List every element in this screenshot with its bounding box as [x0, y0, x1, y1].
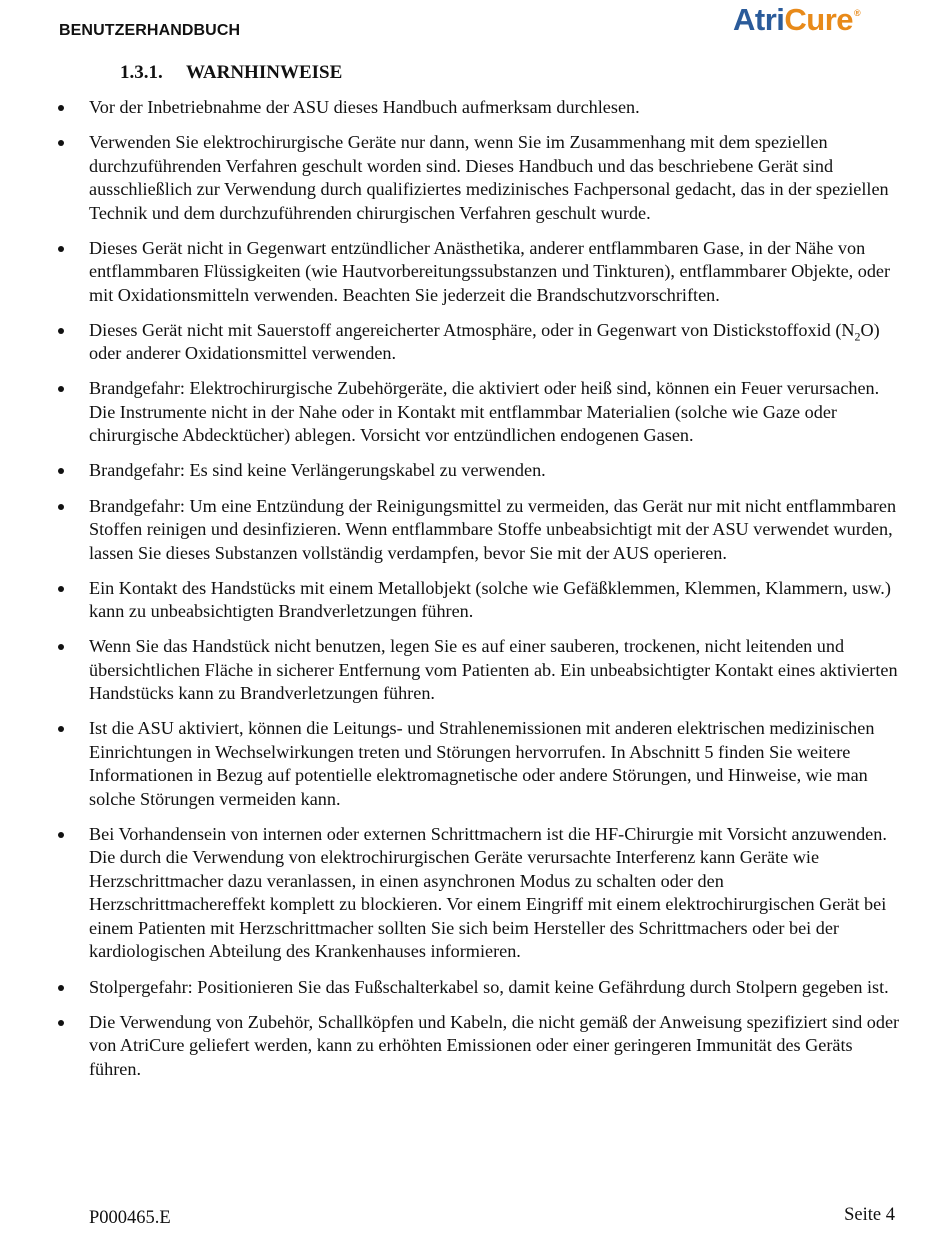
bullet-icon [58, 468, 64, 474]
document-id: P000465.E [89, 1208, 171, 1228]
warning-item [0, 96, 950, 120]
warning-text: Ist die ASU aktiviert, können die Leitungs- und Strahlenemissionen mit anderen elektrischen medizinischen Einrichtungen in Wechselwirkungen treten und Störungen hervorrufen. In Abschnitt 5 finden Sie weitere Informationen in Bezug auf potentielle elektromagnetische oder andere Störungen, und Hinweise, wie man solche Störungen vermeiden kann. [89, 718, 875, 809]
warning-text: Die Verwendung von Zubehör, Schallköpfen und Kabeln, die nicht gemäß der Anweisung spezifiziert sind oder von AtriCure geliefert werden, kann zu erhöhten Emissionen oder einer geringeren Immunität des Geräts führen. [89, 1011, 900, 1079]
document-header-label: BENUTZERHANDBUCH [59, 22, 241, 39]
warning-item [0, 717, 950, 811]
bullet-icon [58, 1020, 64, 1026]
warning-item [0, 377, 950, 448]
warning-text: Ein Kontakt des Handstücks mit einem Metallobjekt (solche wie Gefäßklemmen, Klemmen, Klammern, usw.) kann zu unbeabsichtigten Brandverletzungen führen. [89, 577, 891, 622]
atricure-logo [733, 2, 860, 42]
warning-item [0, 976, 950, 1000]
warning-item [0, 237, 950, 308]
bullet-icon [58, 140, 64, 146]
bullet-icon [58, 504, 64, 510]
warning-text: Wenn Sie das Handstück nicht benutzen, legen Sie es auf einer sauberen, trockenen, nicht leitenden und übersichtlichen Fläche in sicherer Entfernung vom Patienten ab. Ein unbeabsichtigter Kontakt eines aktivierten Handstücks kann zu Brandverletzungen führen. [89, 636, 898, 704]
section-title: WARNHINWEISE [186, 62, 343, 83]
warning-text-part: Dieses Gerät nicht mit Sauerstoff angereicherter Atmosphäre, oder in Gegenwart von Distickstoffoxid (N [89, 319, 855, 340]
warning-item [0, 131, 950, 225]
warning-text: Bei Vorhandensein von internen oder externen Schrittmachern ist die HF-Chirurgie mit Vorsicht anzuwenden. Die durch die Verwendung von elektrochirurgischen Geräte verursachte Interferenz kann Geräte wie Herzschrittmacher dazu veranlassen, in einen asynchronen Modus zu schalten oder den Herzschrittmachereffekt komplett zu blockieren. Vor einem Eingriff mit einem elektrochirurgischen Gerät bei einem Patienten mit Herzschrittmacher sollten Sie sich beim Hersteller des Schrittmachers oder bei der kardiologischen Abteilung des Krankenhauses informieren. [89, 823, 887, 962]
bullet-icon [58, 386, 64, 392]
warning-text: Brandgefahr: Es sind keine Verlängerungskabel zu verwenden. [89, 460, 546, 481]
warning-text: Dieses Gerät nicht in Gegenwart entzündlicher Anästhetika, anderer entflammbaren Gase, in der Nähe von entflammbaren Flüssigkeiten (wie Hautvorbereitungssubstanzen und Tinkturen), entflammbarer Objekte, oder mit Oxidationsmitteln verwenden. Beachten Sie jederzeit die Brandschutzvorschriften. [89, 237, 891, 305]
warning-item [0, 459, 950, 483]
warning-item [0, 1011, 950, 1082]
bullet-icon [58, 832, 64, 838]
registered-mark: ® [854, 8, 861, 18]
page-number: Seite 4 [844, 1205, 895, 1225]
warning-text: Brandgefahr: Elektrochirurgische Zubehörgeräte, die aktiviert oder heiß sind, können ein Feuer verursachen. Die Instrumente nicht in der Nahe oder in Kontakt mit entflammbar Materialien (solche wie Gaze oder chirurgische Abdecktücher) ablegen. Vorsicht vor entzündlichen endogenen Gasen. [89, 378, 880, 446]
warning-item [0, 635, 950, 706]
warning-item [0, 319, 950, 366]
logo-text-atri: Atri [733, 2, 785, 37]
warning-text: Stolpergefahr: Positionieren Sie das Fußschalterkabel so, damit keine Gefährdung durch Stolpern gegeben ist. [89, 976, 889, 997]
warning-list [0, 96, 950, 1093]
subscript-2: 2 [854, 329, 861, 344]
section-heading [120, 62, 342, 84]
warning-text: Vor der Inbetriebnahme der ASU dieses Handbuch aufmerksam durchlesen. [89, 97, 640, 117]
section-number: 1.3.1. [120, 62, 163, 83]
warning-item [0, 577, 950, 624]
bullet-icon [58, 105, 64, 111]
bullet-icon [58, 328, 64, 334]
warning-text [89, 320, 880, 364]
bullet-icon [58, 726, 64, 732]
bullet-icon [58, 644, 64, 650]
warning-item [0, 823, 950, 964]
bullet-icon [58, 985, 64, 991]
logo-text-cure: Cure [784, 2, 854, 37]
warning-text: Brandgefahr: Um eine Entzündung der Reinigungsmittel zu vermeiden, das Gerät nur mit nicht entflammbaren Stoffen reinigen und desinfizieren. Wenn entflammbare Stoffe unbeabsichtigt mit der ASU verwendet wurden, lassen Sie dieses Substanzen vollständig verdampfen, bevor Sie mit der AUS operieren. [89, 495, 897, 563]
bullet-icon [58, 246, 64, 252]
warning-item [0, 495, 950, 566]
warning-text-part: O) oder anderer Oxidationsmittel verwenden. [89, 319, 880, 364]
warning-text: Verwenden Sie elektrochirurgische Geräte nur dann, wenn Sie im Zusammenhang mit dem speziellen durchzuführenden Verfahren geschult worden sind. Dieses Handbuch und das beschriebene Gerät sind ausschließlich zur Verwendung durch qualifiziertes medizinisches Fachpersonal gedacht, das in der speziellen Technik und dem durchzuführenden chirurgischen Verfahren geschult wurde. [89, 132, 889, 223]
bullet-icon [58, 586, 64, 592]
